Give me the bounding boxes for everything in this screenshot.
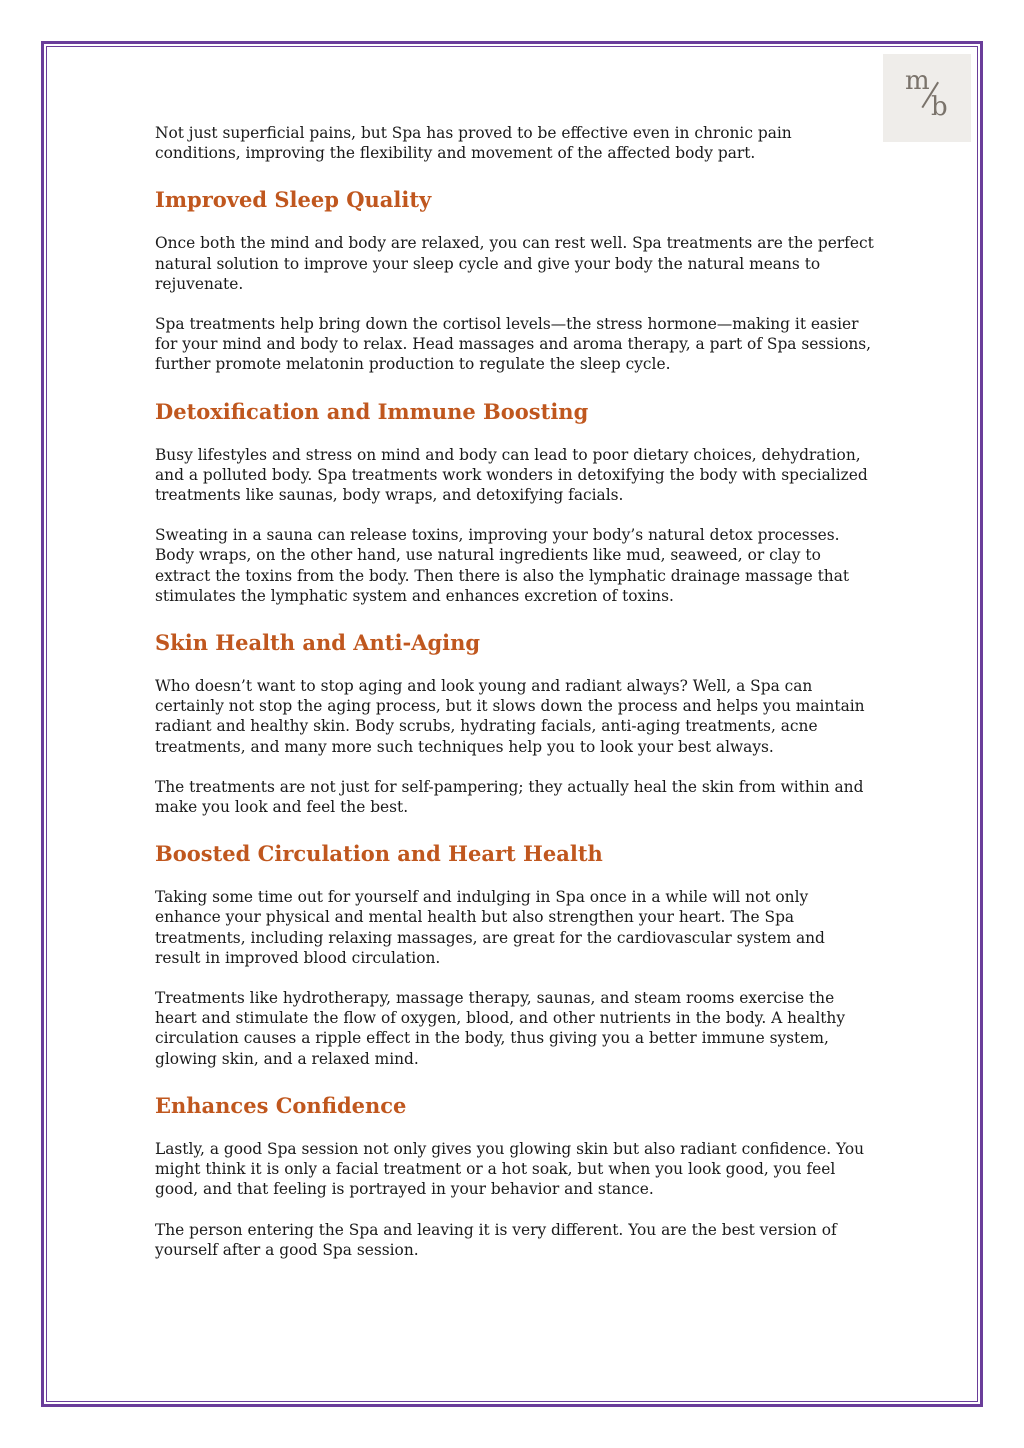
brand-logo: [883, 54, 971, 142]
paragraph: The person entering the Spa and leaving it is very different. You are the best version of yourself after a good Spa session.: [155, 1220, 837, 1259]
paragraph: The treatments are not just for self-pampering; they actually heal the skin from within and make you look and feel the best.: [155, 777, 864, 817]
paragraph: Spa treatments help bring down the cortisol levels—the stress hormone—making it easier for your mind and body to relax. Head massages and aroma therapy, a part of Spa sessions, further promote melatonin production to regulate the sleep cycle.: [155, 315, 872, 374]
section-heading-sleep: Improved Sleep Quality: [155, 187, 432, 213]
paragraph: Treatments like hydrotherapy, massage therapy, saunas, and steam rooms exercise the heart and stimulate the flow of oxygen, blood, and other nutrients in the body. A healthy circulation causes a ripple effect in the body, thus giving you a better immune system, glowing skin, and a relaxed mind.: [155, 989, 846, 1068]
paragraph: Taking some time out for yourself and indulging in Spa once in a while will not only enhance your physical and mental health but also strengthen your heart. The Spa treatments, including relaxing massages, are great for the cardiovascular system and result in improved blood circulation.: [155, 888, 825, 967]
logo-letter-b: b: [931, 92, 948, 122]
paragraph: Busy lifestyles and stress on mind and body can lead to poor dietary choices, dehydration, and a polluted body. Spa treatments work wonders in detoxifying the body with specialized treatments like saunas, body wraps, and detoxifying facials.: [155, 445, 868, 505]
section-heading-confidence: Enhances Confidence: [155, 1092, 407, 1118]
paragraph: Once both the mind and body are relaxed, you can rest well. Spa treatments are the perfect natural solution to improve your sleep cycle and give your body the natural means to rejuvenate.: [155, 234, 874, 293]
intro-paragraph: Not just superficial pains, but Spa has proved to be effective even in chronic pain conditions, improving the flexibility and movement of the affected body part.: [155, 124, 792, 163]
article-body: [155, 123, 875, 1280]
paragraph: Sweating in a sauna can release toxins, improving your body’s natural detox processes. Body wraps, on the other hand, use natural ingredients like mud, seaweed, or clay to extract the toxins from the body. Then there is also the lymphatic drainage massage that stimulates the lymphatic system and enhances excretion of toxins.: [155, 526, 850, 605]
section-heading-circulation: Boosted Circulation and Heart Health: [155, 841, 603, 867]
section-heading-skin: Skin Health and Anti-Aging: [155, 630, 481, 656]
paragraph: Lastly, a good Spa session not only gives you glowing skin but also radiant confidence. You might think it is only a facial treatment or a hot soak, but when you look good, you feel good, and that feeling is portrayed in your behavior and stance.: [155, 1139, 865, 1199]
logo-letter-m: m: [905, 66, 930, 96]
section-heading-detox: Detoxification and Immune Boosting: [155, 398, 589, 424]
paragraph: Who doesn’t want to stop aging and look young and radiant always? Well, a Spa can certainly not stop the aging process, but it slows down the process and helps you maintain radiant and healthy skin. Body scrubs, hydrating facials, anti-aging treatments, acne treatments, and many more such techniques help you to look your best always.: [155, 677, 865, 756]
